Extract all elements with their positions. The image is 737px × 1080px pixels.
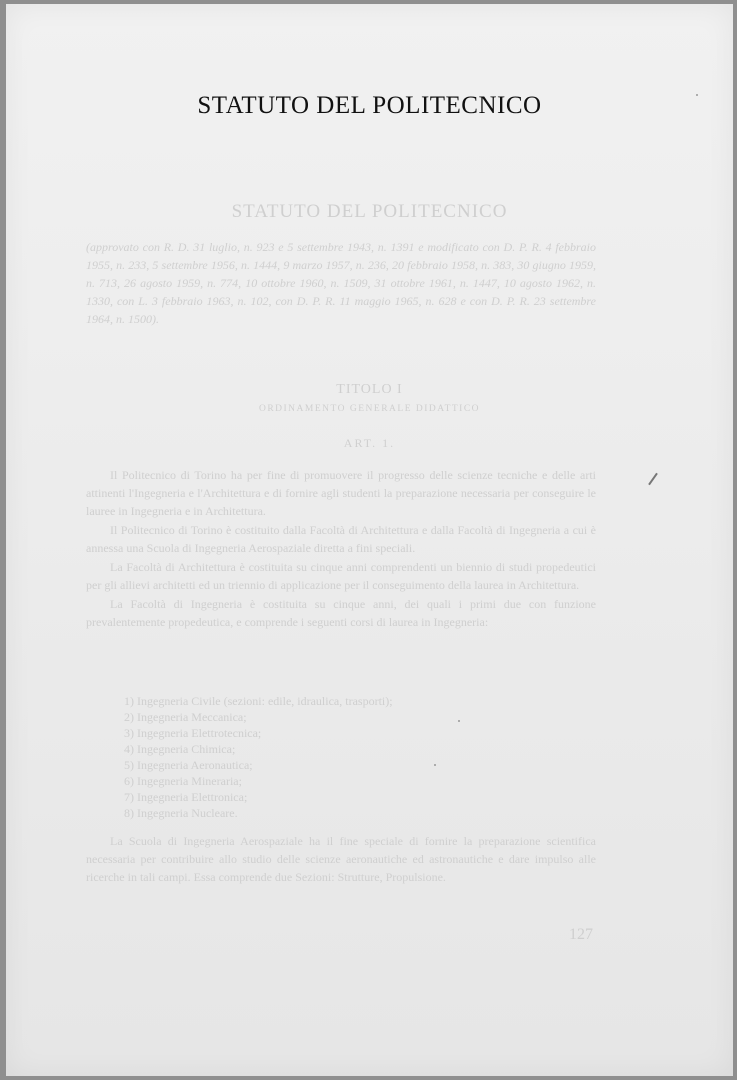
faded-paragraph: Il Politecnico di Torino è costituito dalla Facoltà di Architettura e dalla Facoltà di Ingegneria a cui è annessa una Scuola di Ingegneria Aerospaziale diretta a fini speciali. bbox=[86, 523, 596, 555]
faded-ordinamento: ORDINAMENTO GENERALE DIDATTICO bbox=[258, 404, 481, 414]
list-item: 3) Ingegneria Elettrotecnica; bbox=[124, 726, 262, 740]
document-page bbox=[6, 4, 733, 1076]
list-item: 2) Ingegneria Meccanica; bbox=[124, 710, 247, 724]
list-item: 4) Ingegneria Chimica; bbox=[124, 742, 236, 756]
faded-titolo: TITOLO I bbox=[336, 382, 403, 397]
list-item: 8) Ingegneria Nucleare. bbox=[124, 806, 238, 820]
faded-intro: (approvato con R. D. 31 luglio, n. 923 e 5 settembre 1943, n. 1391 e modificato con D. P. R. 4 febbraio 1955, n. 233, 5 settembre 1956, n. 1444, 9 marzo 1957, n. 236, 20 febbraio 1958, n. 383, 30 giugno 1959, n. 713, 26 agosto 1959, n. 774, 10 ottobre 1960, n. 1509, 31 ottobre 1961, n. 1447, 10 agosto 1962, n. 1330, con L. 3 febbraio 1963, n. 102, con D. P. R. 11 maggio 1965, n. 628 e con D. P. R. 23 settembre 1964, n. 1500). bbox=[86, 240, 596, 326]
page-title: STATUTO DEL POLITECNICO bbox=[197, 92, 542, 119]
speck bbox=[696, 94, 698, 96]
list-item: 5) Ingegneria Aeronautica; bbox=[124, 758, 253, 772]
faded-article-number: ART. 1. bbox=[343, 436, 396, 450]
speck bbox=[458, 720, 460, 722]
faded-paragraph: La Facoltà di Architettura è costituita su cinque anni comprendenti un biennio di studi propedeutici per gli allievi architetti ed un triennio di applicazione per il conseguimento della laurea in Architettura. bbox=[86, 560, 596, 592]
page-number: 127 bbox=[569, 926, 593, 943]
faded-body bbox=[86, 466, 596, 632]
pen-mark bbox=[648, 473, 658, 486]
faded-heading: STATUTO DEL POLITECNICO bbox=[231, 201, 508, 222]
list-item: 6) Ingegneria Mineraria; bbox=[124, 774, 242, 788]
faded-paragraph: Il Politecnico di Torino ha per fine di promuovere il progresso delle scienze tecniche e delle arti attinenti l'Ingegneria e l'Architettura e di fornire agli studenti la preparazione necessaria per conseguire le lauree in Ingegneria e in Architettura. bbox=[86, 468, 596, 518]
faded-paragraph: La Scuola di Ingegneria Aerospaziale ha il fine speciale di fornire la preparazione scientifica necessaria per contribuire allo studio delle scienze aeronautiche ed astronautiche e dare impulso alle ricerche in tali campi. Essa comprende due Sezioni: Strutture, Propulsione. bbox=[86, 834, 596, 884]
speck bbox=[434, 764, 436, 766]
list-item: 7) Ingegneria Elettronica; bbox=[124, 790, 248, 804]
faded-course-list bbox=[124, 693, 594, 821]
faded-paragraph: La Facoltà di Ingegneria è costituita su cinque anni, dei quali i primi due con funzione prevalentemente propedeutica, e comprende i seguenti corsi di laurea in Ingegneria: bbox=[86, 597, 596, 629]
list-item: 1) Ingegneria Civile (sezioni: edile, idraulica, trasporti); bbox=[124, 694, 393, 708]
faded-closing bbox=[86, 832, 596, 886]
